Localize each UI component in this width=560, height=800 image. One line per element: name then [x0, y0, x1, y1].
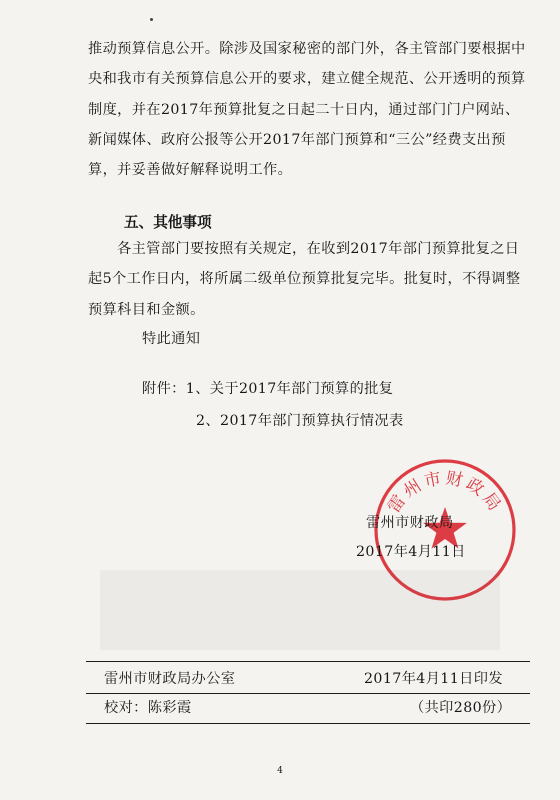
paragraph-other-matters: 各主管部门要按照有关规定，在收到2017年部门预算批复之日起5个工作日内，将所属二级单位预算批复完毕。批复时，不得调整预算科目和金额。: [88, 241, 521, 318]
footer-rule-middle: [86, 693, 530, 694]
paragraph-budget-disclosure: 推动预算信息公开。除涉及国家秘密的部门外，各主管部门要根据中央和我市有关预算信息公开的要求，建立健全规范、公开透明的预算制度，并在2017年预算批复之日起二十日内，通过部门门户网站、新闻媒体、政府公报等公开2017年部门预算和“三公”经费支出预算，并妥善做好解释说明工作。: [88, 41, 526, 179]
section-heading-other-matters: 五、其他事项: [124, 214, 212, 231]
signature-date: 2017年4月11日: [356, 544, 466, 560]
attachment-line-1: 附件：1、关于2017年部门预算的批复: [142, 381, 394, 397]
footer-issue-date: 2017年4月11日印发: [364, 671, 503, 687]
page-number: 4: [277, 766, 283, 776]
footer-proofreader: 校对：陈彩霞: [104, 700, 192, 716]
bleed-through-area: [100, 570, 500, 650]
scan-speck: [150, 18, 153, 21]
footer-rule-top: [86, 661, 530, 662]
notice-line: 特此通知: [142, 331, 201, 347]
footer-copies: （共印280份）: [410, 700, 512, 716]
svg-text:雷州市财政局: 雷州市财政局: [384, 468, 506, 517]
footer-rule-bottom: [86, 723, 530, 724]
attachment-line-2: 2、2017年部门预算执行情况表: [196, 413, 404, 429]
signature-org: 雷州市财政局: [366, 515, 454, 531]
footer-office: 雷州市财政局办公室: [104, 671, 236, 687]
